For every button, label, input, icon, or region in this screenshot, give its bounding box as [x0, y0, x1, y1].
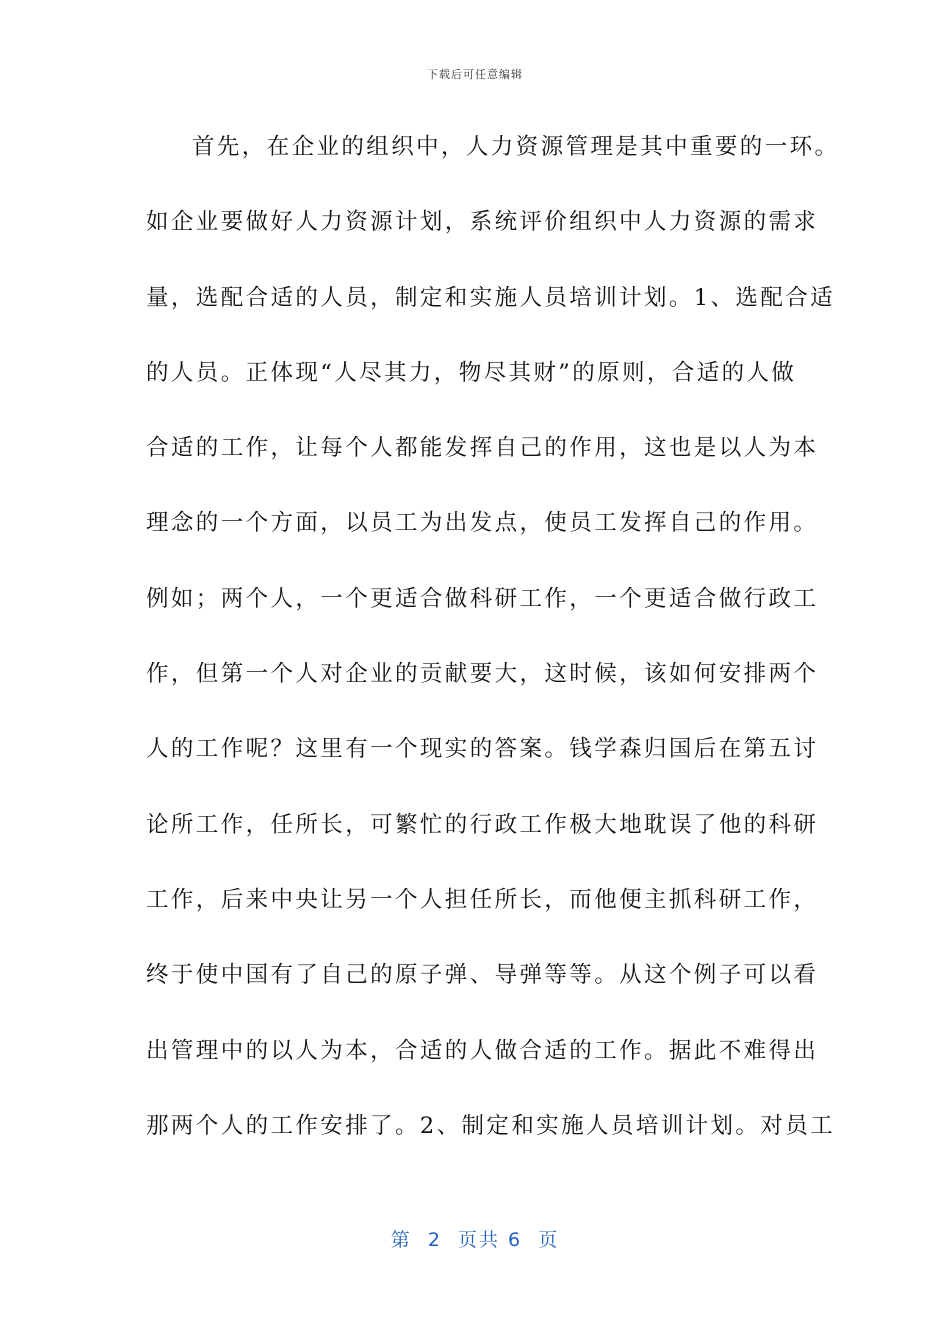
- text-line: 理念的一个方面，以员工为出发点，使员工发挥自己的作用。: [146, 510, 819, 537]
- text-line: 终于使中国有了自己的原子弹、导弹等等。从这个例子可以看: [146, 962, 819, 989]
- text-line: 工作，后来中央让另一个人担任所长，而他便主抓科研工作，: [146, 886, 819, 913]
- text-line: 出管理中的以人为本，合适的人做合适的工作。据此不难得出: [146, 1037, 819, 1064]
- text-line: 例如；两个人，一个更适合做科研工作，一个更适合做行政工: [146, 585, 819, 612]
- text-line: 首先，在企业的组织中，人力资源管理是其中重要的一环。: [192, 134, 840, 160]
- text-line: 合适的工作，让每个人都能发挥自己的作用，这也是以人为本: [146, 435, 819, 462]
- text-line: 如企业要做好人力资源计划，系统评价组织中人力资源的需求: [146, 209, 819, 236]
- page-number-footer: 第 2 页共 6 页: [390, 1229, 560, 1251]
- text-line: 论所工作，任所长，可繁忙的行政工作极大地耽误了他的科研: [146, 811, 819, 838]
- text-line: 那两个人的工作安排了。2、制定和实施人员培训计划。对员工: [146, 1112, 836, 1139]
- text-line: 的人员。正体现“人尽其力，物尽其财”的原则，合适的人做: [146, 359, 797, 386]
- text-line: 人的工作呢？这里有一个现实的答案。钱学森归国后在第五讨: [146, 736, 819, 763]
- text-line: 量，选配合适的人员，制定和实施人员培训计划。1、选配合适: [146, 284, 836, 311]
- document-body: [146, 128, 840, 1182]
- page-header: 下载后可任意编辑: [427, 68, 523, 81]
- text-line: 作，但第一个人对企业的贡献要大，这时候，该如何安排两个: [146, 661, 819, 688]
